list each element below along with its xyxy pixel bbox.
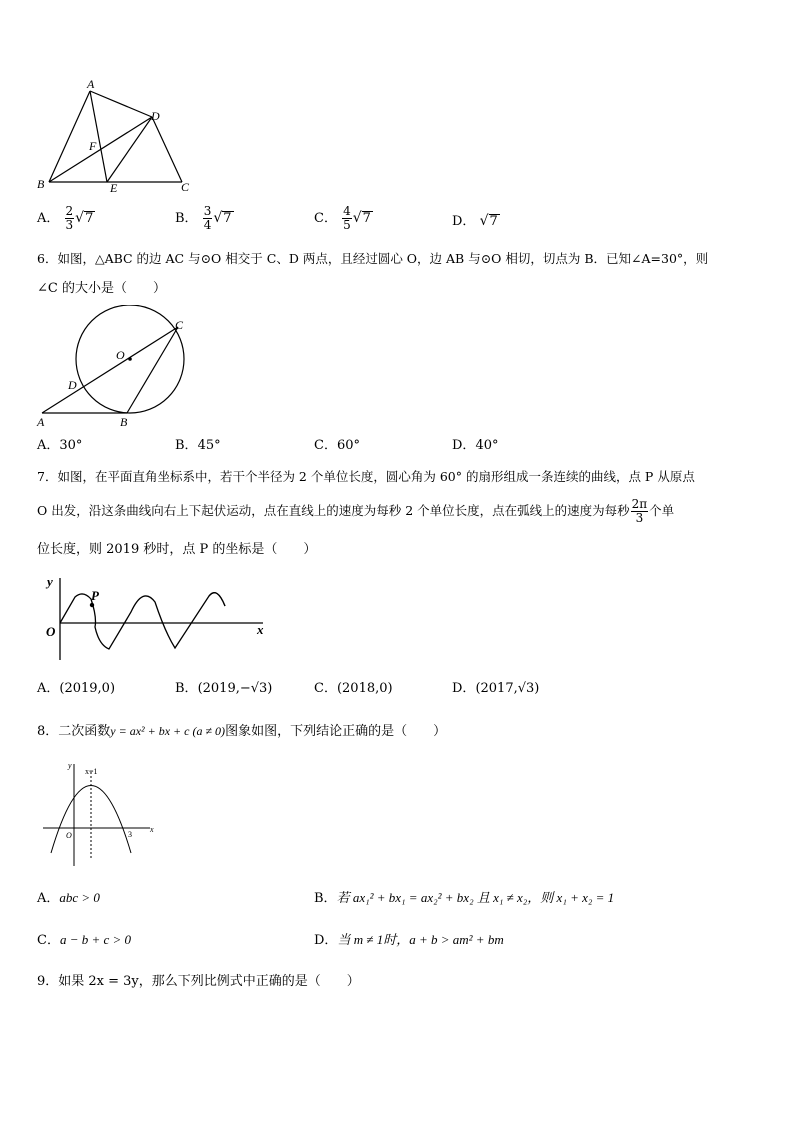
q7-stem-line2: O 出发，沿这条曲线向右上下起伏运动，点在直线上的速度为每秒 2 个单位长度，点在弧线上的速度为每秒 $\frac{2\pi}{3}$ 个单 xyxy=(37,497,675,525)
q6-label-D: D xyxy=(68,378,77,392)
q5-option-b-letter: B． xyxy=(175,211,198,226)
q5-option-a: A． $\frac{2}{3}$ √7 xyxy=(37,204,94,232)
q7-label-O: O xyxy=(46,624,56,639)
q6-option-b: B．45° xyxy=(175,438,221,453)
q5-option-c-fraction: $\frac{4}{5}$ xyxy=(343,204,351,232)
q5-figure xyxy=(30,75,205,200)
q5-option-b-fraction: $\frac{3}{4}$ xyxy=(203,204,212,232)
q6-label-A: A xyxy=(37,415,45,429)
q7-label-x: x xyxy=(257,622,264,637)
q6-label-C: C xyxy=(175,318,184,332)
q6-option-d: D．40° xyxy=(452,438,499,453)
q5-label-B: B xyxy=(37,177,45,191)
q9-stem: 9．如果 2x = 3y，那么下列比例式中正确的是（ ） xyxy=(37,974,360,989)
q7-speed-fraction: $\frac{2\pi}{3}$ xyxy=(631,497,648,525)
q5-label-A: A xyxy=(87,77,95,91)
q6-option-c: C．60° xyxy=(314,438,360,453)
q5-option-d: D． √7 xyxy=(452,213,498,229)
q5-option-c: C． $\frac{4}{5}$ √7 xyxy=(314,204,371,232)
q7-option-a: A．(2019,0) xyxy=(37,681,116,696)
q5-label-D: D xyxy=(151,109,160,123)
q8-option-b: B．若 ax₁² + bx₁ = ax₂² + bx₂ 且 x₁ ≠ x₂，则 x₁ + x₂ = 1 xyxy=(314,890,615,906)
q7-stem-line1: 7．如图，在平面直角坐标系中，若干个半径为 2 个单位长度，圆心角为 60° 的扇形组成一条连续的曲线，点 P 从原点 xyxy=(37,469,695,484)
q8-label-3: 3 xyxy=(128,830,132,839)
q5-option-a-fraction: $\frac{2}{3}$ xyxy=(65,204,74,232)
q8-figure xyxy=(38,758,163,868)
q7-stem-line3: 位长度，则 2019 秒时，点 P 的坐标是（ ） xyxy=(37,542,317,557)
q5-option-d-letter: D． xyxy=(452,214,476,229)
q7-label-P: P xyxy=(91,588,99,603)
q8-option-d: D．当 m ≠ 1时，a + b > am² + bm xyxy=(314,932,504,948)
q6-option-a: A．30° xyxy=(37,438,83,453)
q5-label-F: F xyxy=(89,139,97,153)
q8-label-x: x xyxy=(150,825,154,834)
q7-label-y: y xyxy=(47,574,53,589)
q7-figure xyxy=(35,572,275,664)
q6-stem-line2: ∠C 的大小是（ ） xyxy=(37,281,166,296)
q5-label-C: C xyxy=(181,180,190,194)
q8-formula: y = ax² + bx + c (a ≠ 0) xyxy=(110,724,226,738)
q5-label-E: E xyxy=(110,181,118,195)
q8-option-c: C．a − b + c > 0 xyxy=(37,932,132,948)
q8-stem: 8．二次函数y = ax² + bx + c (a ≠ 0)图象如图，下列结论正确的是（ ） xyxy=(37,724,447,739)
q7-option-b: B．(2019,−√3) xyxy=(175,681,273,696)
q5-option-b: B． $\frac{3}{4}$ √7 xyxy=(175,204,232,232)
q8-label-y: y xyxy=(68,761,72,770)
q8-option-a: A．abc > 0 xyxy=(37,890,100,906)
q6-label-O: O xyxy=(116,348,125,362)
q8-label-O: O xyxy=(66,831,72,840)
q5-option-a-letter: A． xyxy=(37,211,60,226)
q7-option-d: D．(2017,√3) xyxy=(452,681,540,696)
q6-stem-line1: 6．如图，△ABC 的边 AC 与⊙O 相交于 C、D 两点，且经过圆心 O，边 AB 与⊙O 相切，切点为 B．已知∠A=30°，则 xyxy=(37,251,709,266)
q8-label-axis: x=1 xyxy=(85,767,98,776)
q7-option-c: C．(2018,0) xyxy=(314,681,393,696)
q6-label-B: B xyxy=(120,415,128,429)
q5-option-c-letter: C． xyxy=(314,211,337,226)
q6-figure xyxy=(30,305,205,430)
